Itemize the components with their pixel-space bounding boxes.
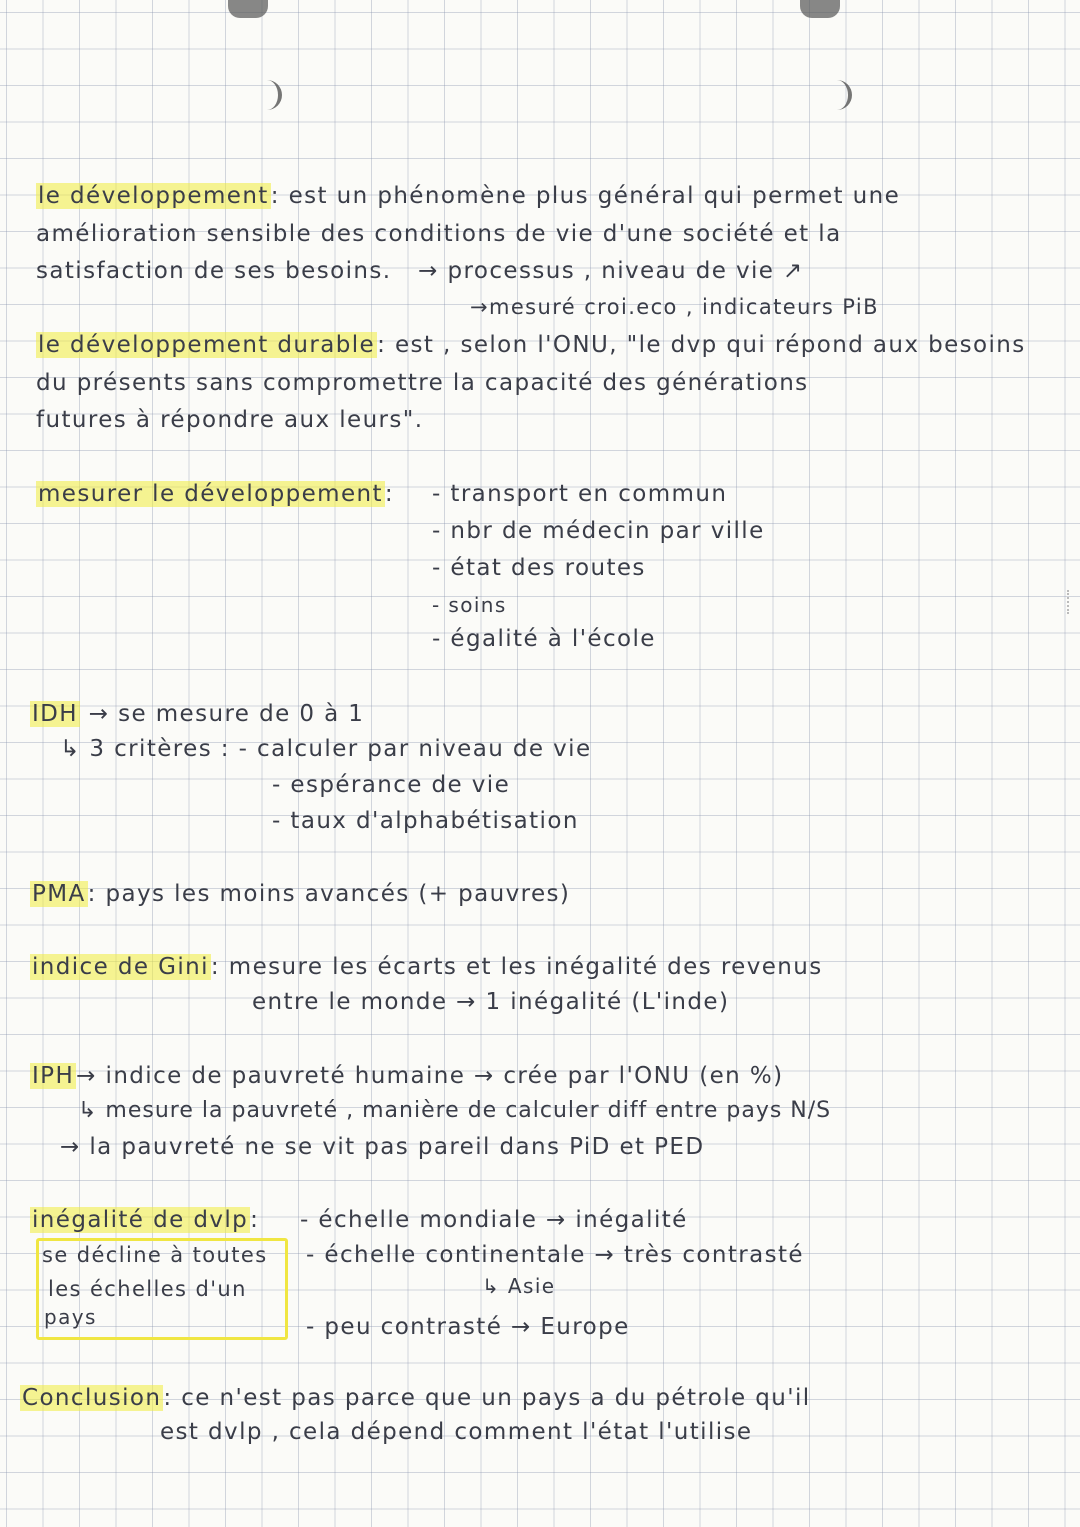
pma-line xyxy=(30,880,570,908)
conclusion-line1 xyxy=(20,1384,811,1412)
inequality-item: - peu contrasté → Europe xyxy=(306,1314,630,1340)
idh-criterion: - taux d'alphabétisation xyxy=(272,808,579,834)
idh-term: IDH xyxy=(32,701,78,727)
iph-line2: ↳ mesure la pauvreté , manière de calculer diff entre pays N/S xyxy=(78,1098,832,1123)
measure-item: - égalité à l'école xyxy=(432,626,656,652)
inequality-heading xyxy=(30,1206,259,1234)
binder-ring-top-left xyxy=(228,0,268,18)
dd-line1-text: : est , selon l'ONU, "le dvp qui répond aux besoins xyxy=(377,332,1026,358)
dd-term: le développement durable xyxy=(38,332,376,358)
dev-definition-line3 xyxy=(36,257,804,285)
gini-text: : mesure les écarts et les inégalité des revenus xyxy=(210,954,823,980)
gini-line2: entre le monde → 1 inégalité (L'inde) xyxy=(252,989,730,1015)
box-line: se décline à toutes xyxy=(42,1243,268,1267)
dev-term: le développement xyxy=(38,183,269,209)
measure-item: - nbr de médecin par ville xyxy=(432,518,765,544)
measure-item: - soins xyxy=(432,593,507,617)
dev-line3-text: satisfaction de ses besoins. xyxy=(36,258,392,284)
iph-term: IPH xyxy=(32,1063,75,1089)
dev-definition-line2: amélioration sensible des conditions de vie d'une société et la xyxy=(36,221,842,247)
idh-range-text: → se mesure de 0 à 1 xyxy=(88,701,365,727)
dev-measure-note: →mesuré croi.eco , indicateurs PiB xyxy=(470,295,879,319)
pma-term: PMA xyxy=(32,881,86,907)
box-line: pays xyxy=(44,1305,97,1329)
iph-text: → indice de pauvreté humaine → crée par l'ONU (en %) xyxy=(76,1063,784,1089)
dd-definition-line3: futures à répondre aux leurs". xyxy=(36,407,424,433)
inequality-term: inégalité de dvlp xyxy=(32,1207,249,1233)
conclusion-term: Conclusion xyxy=(22,1385,162,1411)
measure-term: mesurer le développement xyxy=(38,481,383,507)
box-line: les échelles d'un xyxy=(48,1277,247,1301)
conclusion-text: : ce n'est pas parce que un pays a du pétrole qu'il xyxy=(163,1385,811,1411)
iph-line3: → la pauvreté ne se vit pas pareil dans PiD et PED xyxy=(60,1134,705,1160)
punch-hole-right xyxy=(822,80,852,110)
gini-term: indice de Gini xyxy=(32,954,209,980)
dev-definition-line1 xyxy=(36,182,900,210)
measure-item: - transport en commun xyxy=(432,481,728,507)
pma-text: : pays les moins avancés (+ pauvres) xyxy=(87,881,571,907)
punch-hole-left xyxy=(252,80,282,110)
idh-criterion: - espérance de vie xyxy=(272,772,511,798)
inequality-item: - échelle continentale → très contrasté xyxy=(306,1242,804,1268)
dd-definition-line1 xyxy=(36,331,1026,359)
dev-process-note: → processus , niveau de vie ↗ xyxy=(418,258,804,284)
idh-line1 xyxy=(30,700,364,728)
inequality-subitem: ↳ Asie xyxy=(482,1274,556,1298)
idh-criteria: ↳ 3 critères : - calculer par niveau de vie xyxy=(60,736,592,762)
binder-ring-top-right xyxy=(800,0,840,18)
measure-heading xyxy=(36,480,394,508)
gini-line1 xyxy=(30,953,823,981)
conclusion-line2: est dvlp , cela dépend comment l'état l'utilise xyxy=(160,1419,753,1445)
dd-definition-line2: du présents sans compromettre la capacité des générations xyxy=(36,370,809,396)
measure-item: - état des routes xyxy=(432,555,646,581)
inequality-item: - échelle mondiale → inégalité xyxy=(300,1207,688,1233)
measure-colon: : xyxy=(384,481,395,507)
page-edge-mark xyxy=(1067,590,1072,614)
dev-line1-text: : est un phénomène plus général qui permet une xyxy=(270,183,901,209)
iph-line1 xyxy=(30,1062,783,1090)
inequality-colon: : xyxy=(250,1207,260,1233)
